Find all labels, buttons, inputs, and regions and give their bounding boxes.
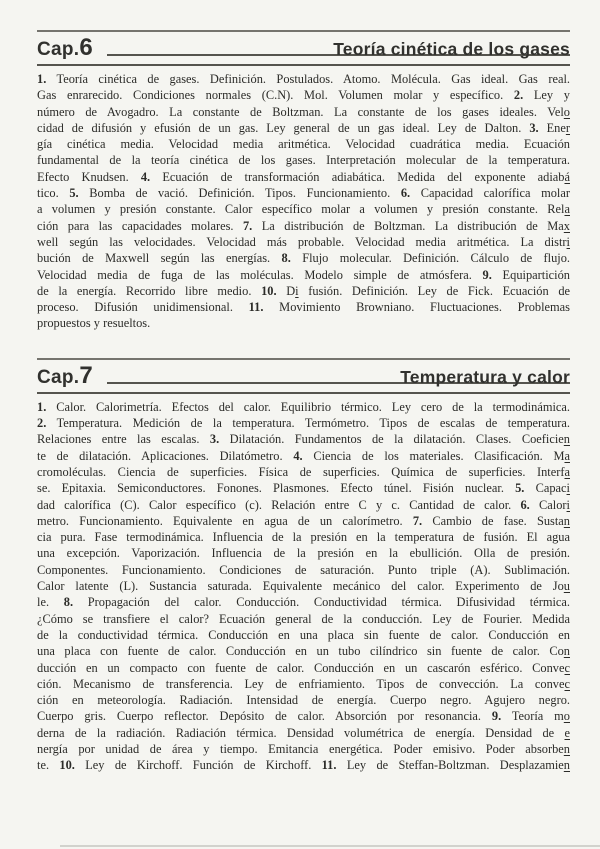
text-run: Cuerpo gris. Cuerpo reflector. Depósito de calor. Absorción por resonancia.	[37, 709, 492, 724]
hyphenation-underlined-letter: i	[566, 497, 570, 512]
text-line	[37, 611, 570, 627]
text-line	[37, 757, 570, 773]
hyphenation-underlined-letter: c	[564, 660, 570, 675]
text-run: fundamental de la teoría cinética de los gases. Interpretación molecular de la temperatura.	[37, 153, 570, 168]
text-line	[37, 741, 570, 757]
text-run: de la energía. Recorrido libre medio.	[37, 283, 262, 298]
text-run: Propagación del calor. Conducción. Conductividad térmica. Difusividad térmica.	[73, 595, 570, 610]
chapter-section	[37, 30, 570, 332]
text-run: cia pura. Fase termodinámica. Influencia de la presión en la temperatura de fusión. El agua	[37, 530, 570, 545]
hyphenation-underlined-letter: i	[566, 234, 570, 249]
text-run: de la conductividad térmica. Conducción en una placa sin fuente de calor. Conducción en	[37, 627, 570, 642]
text-run: D	[276, 283, 296, 298]
hyphenation-underlined-letter: i	[566, 481, 570, 496]
chapter-header	[37, 36, 570, 66]
topic-number: 5.	[69, 186, 79, 201]
text-run: Temperatura. Medición de la temperatura. Termómetro. Tipos de escalas de temperatura.	[46, 416, 570, 431]
text-line	[37, 152, 570, 168]
text-line	[37, 169, 570, 185]
topic-number: 4.	[140, 169, 151, 184]
text-run: Calor. Calorimetría. Efectos del calor. Equilibrio térmico. Ley cero de la termodinámica.	[46, 399, 570, 414]
chapters-container	[37, 30, 570, 774]
chapter-number	[37, 36, 107, 62]
text-run: Teoría m	[501, 709, 564, 724]
chapter-number	[37, 361, 107, 390]
text-run: Ley de Kirchoff. Función de Kirchoff.	[74, 758, 322, 773]
text-line	[37, 120, 570, 136]
chapter-title: Teoría cinética de los gases	[333, 39, 570, 59]
text-run: Ciencia de los materiales. Clasificación. M	[302, 448, 565, 463]
text-run: se. Epitaxia. Semiconductores. Fonones. Plasmones. Efecto túnel. Fisión nuclear.	[37, 481, 516, 496]
hyphenation-underlined-letter: n	[563, 513, 570, 528]
hyphenation-underlined-letter: n	[563, 758, 570, 773]
chapter-number-prefix: Cap.	[37, 366, 80, 388]
text-line	[37, 497, 570, 513]
text-run: Teoría cinética de gases. Definición. Postulados. Atomo. Molécula. Gas ideal. Gas real.	[46, 72, 570, 86]
text-run: te de dilatación. Aplicaciones. Dilatómetro.	[37, 448, 294, 463]
hyphenation-underlined-letter: n	[563, 644, 570, 659]
text-line	[37, 480, 570, 496]
topic-number: 4.	[293, 448, 303, 463]
text-run: Velocidad media de fuga de las moléculas. Modelo simple de atmósfera.	[37, 267, 483, 282]
text-run: Bomba de vació. Definición. Tipos. Funcionamiento.	[78, 186, 401, 201]
text-run: Cambio de fase. Susta	[422, 513, 564, 528]
text-run: cidad de difusión y efusión de un gas. Ley general de un gas ideal. Ley de Dalton.	[37, 120, 530, 135]
text-line	[37, 464, 570, 480]
text-run: Ecuación de transformación adiabática. Medida del exponente adiab	[150, 169, 565, 184]
hyphenation-underlined-letter: o	[563, 104, 570, 119]
hyphenation-underlined-letter: á	[564, 169, 570, 184]
text-line	[37, 448, 570, 464]
text-line	[37, 415, 570, 431]
hyphenation-underlined-letter: n	[563, 432, 570, 447]
text-run: Ley de Steffan-Boltzman. Desplazamie	[336, 758, 564, 773]
text-run: gía cinética media. Velocidad media aritmética. Velocidad cuadrática media. Ecuación	[37, 137, 570, 152]
hyphenation-underlined-letter: u	[563, 579, 570, 594]
text-run: le.	[37, 595, 64, 610]
topic-number: 7.	[412, 513, 423, 528]
topic-number: 1.	[37, 72, 47, 86]
text-line	[37, 283, 570, 299]
topic-number: 2.	[37, 416, 47, 431]
chapter-top-rule	[37, 30, 570, 32]
text-line	[37, 250, 570, 266]
topic-number: 11.	[321, 758, 337, 773]
text-run: Gas enrarecido. Condiciones normales (C.N). Mol. Volumen molar y específico.	[37, 88, 514, 103]
topic-number: 7.	[242, 218, 253, 233]
text-run: Dilatación. Fundamentos de la dilatación. Clases. Coeficie	[219, 432, 564, 447]
text-line	[37, 594, 570, 610]
text-run: ducción en un compacto con fuente de calor. Conducción en un cascarón esférico. Conve	[37, 660, 565, 675]
text-line	[37, 431, 570, 447]
hyphenation-underlined-letter: o	[563, 709, 570, 724]
hyphenation-underlined-letter: a	[564, 202, 570, 217]
chapter-title: Temperatura y calor	[400, 366, 570, 387]
chapter-number-digit: 7	[79, 361, 94, 389]
chapter-body-text	[37, 71, 570, 332]
text-line	[37, 676, 570, 692]
text-run: número de Avogadro. La constante de Boltzman. La constante de los gases ideales. Vel	[37, 104, 564, 119]
text-run: metro. Funcionamiento. Equivalente en agua de un calorímetro.	[37, 513, 413, 528]
text-run: nergía por unidad de área y tiempo. Emitancia energética. Poder emisivo. Poder absorbe	[37, 741, 564, 756]
chapter-number-prefix: Cap.	[37, 39, 80, 60]
text-run: tico.	[37, 186, 70, 201]
text-run: dad calorífica (C). Calor específico (c). Relación entre C y c. Cantidad de calor.	[37, 497, 521, 512]
text-run: ción para las capacidades molares.	[37, 218, 243, 233]
text-run: Calor latente (L). Sustancia saturada. Equivalente mecánico del calor. Experimento de Jo	[37, 579, 564, 594]
hyphenation-underlined-letter: a	[564, 464, 570, 479]
topic-number: 3.	[209, 432, 220, 447]
text-line	[37, 578, 570, 594]
text-run: una placa con fuente de calor. Conducción en un tubo cilíndrico sin fuente de calor. Co	[37, 644, 564, 659]
text-line	[37, 529, 570, 545]
text-line	[37, 708, 570, 724]
text-run: fusión. Definición. Ley de Fick. Ecuación de	[298, 283, 571, 298]
text-run: Relaciones entre las escalas.	[37, 432, 210, 447]
text-line	[37, 562, 570, 578]
topic-number: 1.	[37, 399, 47, 414]
text-line	[37, 87, 570, 103]
chapter-header	[37, 361, 570, 394]
topic-number: 6.	[520, 497, 530, 512]
text-run: Ene	[538, 120, 566, 135]
text-run: una excepción. Vaporización. Influencia de la presión en la ebullición. Olla de presión.	[37, 546, 570, 561]
chapter-top-rule	[37, 358, 570, 360]
text-line	[37, 725, 570, 741]
topic-number: 8.	[63, 595, 74, 610]
hyphenation-underlined-letter: c	[564, 676, 570, 691]
chapter-body-text	[37, 399, 570, 774]
hyphenation-underlined-letter: r	[565, 120, 570, 135]
text-line	[37, 185, 570, 201]
chapter-number-digit: 6	[79, 34, 94, 61]
text-line	[37, 315, 570, 331]
topic-number: 2.	[513, 88, 524, 103]
text-run: well según las velocidades. Velocidad más probable. Velocidad media aritmética. La distr	[37, 234, 567, 249]
text-line	[37, 267, 570, 283]
text-line	[37, 218, 570, 234]
text-run: Efecto Knudsen.	[37, 169, 141, 184]
topic-number: 11.	[248, 300, 264, 315]
text-run: proceso. Difusión unidimensional.	[37, 300, 249, 315]
topic-number: 9.	[482, 267, 492, 282]
hyphenation-underlined-letter: a	[564, 448, 570, 463]
hyphenation-underlined-letter: i	[295, 283, 299, 298]
text-line	[37, 627, 570, 643]
text-line	[37, 71, 570, 87]
text-run: La distribución de Boltzman. La distribución de Ma	[252, 218, 564, 233]
text-line	[37, 643, 570, 659]
topic-number: 10.	[261, 283, 277, 298]
hyphenation-underlined-letter: e	[564, 725, 570, 740]
text-run: te.	[37, 758, 60, 773]
text-run: Calor	[529, 497, 567, 512]
text-line	[37, 299, 570, 315]
text-line	[37, 399, 570, 415]
text-run: Capac	[524, 481, 567, 496]
text-line	[37, 660, 570, 676]
text-run: propuestos y resueltos.	[37, 316, 151, 331]
text-run: Equipartición	[491, 267, 570, 282]
topic-number: 5.	[515, 481, 525, 496]
text-line	[37, 201, 570, 217]
page-bottom-scan-edge	[60, 845, 600, 847]
text-line	[37, 692, 570, 708]
text-run: Flujo molecular. Definición. Cálculo de flujo.	[290, 251, 570, 266]
text-run: cromoléculas. Ciencia de superficies. Física de superficies. Química de superficies. Interf	[37, 464, 565, 479]
topic-number: 8.	[281, 251, 291, 266]
text-line	[37, 104, 570, 120]
text-line	[37, 545, 570, 561]
text-run: Movimiento Browniano. Fluctuaciones. Problemas	[263, 300, 570, 315]
text-run: ¿Cómo se transfiere el calor? Ecuación general de la conducción. Ley de Fourier. Medida	[37, 611, 570, 626]
text-run: a volumen y presión constante. Calor específico molar a volumen y presión constante. Rel	[37, 202, 565, 217]
chapter-section	[37, 358, 570, 774]
text-run: bución de Maxwell según las energías.	[37, 251, 282, 266]
text-run: Componentes. Funcionamiento. Condiciones de saturación. Punto triple (A). Sublimación.	[37, 562, 570, 577]
text-run: derna de la radiación. Radiación térmica. Densidad volumétrica de energía. Densidad de	[37, 725, 565, 740]
topic-number: 3.	[529, 120, 539, 135]
topic-number: 9.	[491, 709, 502, 724]
topic-number: 10.	[59, 758, 75, 773]
text-run: ción en meteorología. Radiación. Intensidad de energía. Cuerpo negro. Agujero negro.	[37, 693, 570, 708]
hyphenation-underlined-letter: x	[563, 218, 570, 233]
hyphenation-underlined-letter: n	[563, 741, 570, 756]
text-run: ción. Mecanismo de transferencia. Ley de enfriamiento. Tipos de convección. La conve	[37, 676, 565, 691]
topic-number: 6.	[400, 186, 411, 201]
text-line	[37, 234, 570, 250]
text-line	[37, 513, 570, 529]
text-run: Ley y	[523, 88, 570, 103]
text-line	[37, 136, 570, 152]
text-run: Capacidad calorífica molar	[410, 186, 570, 201]
